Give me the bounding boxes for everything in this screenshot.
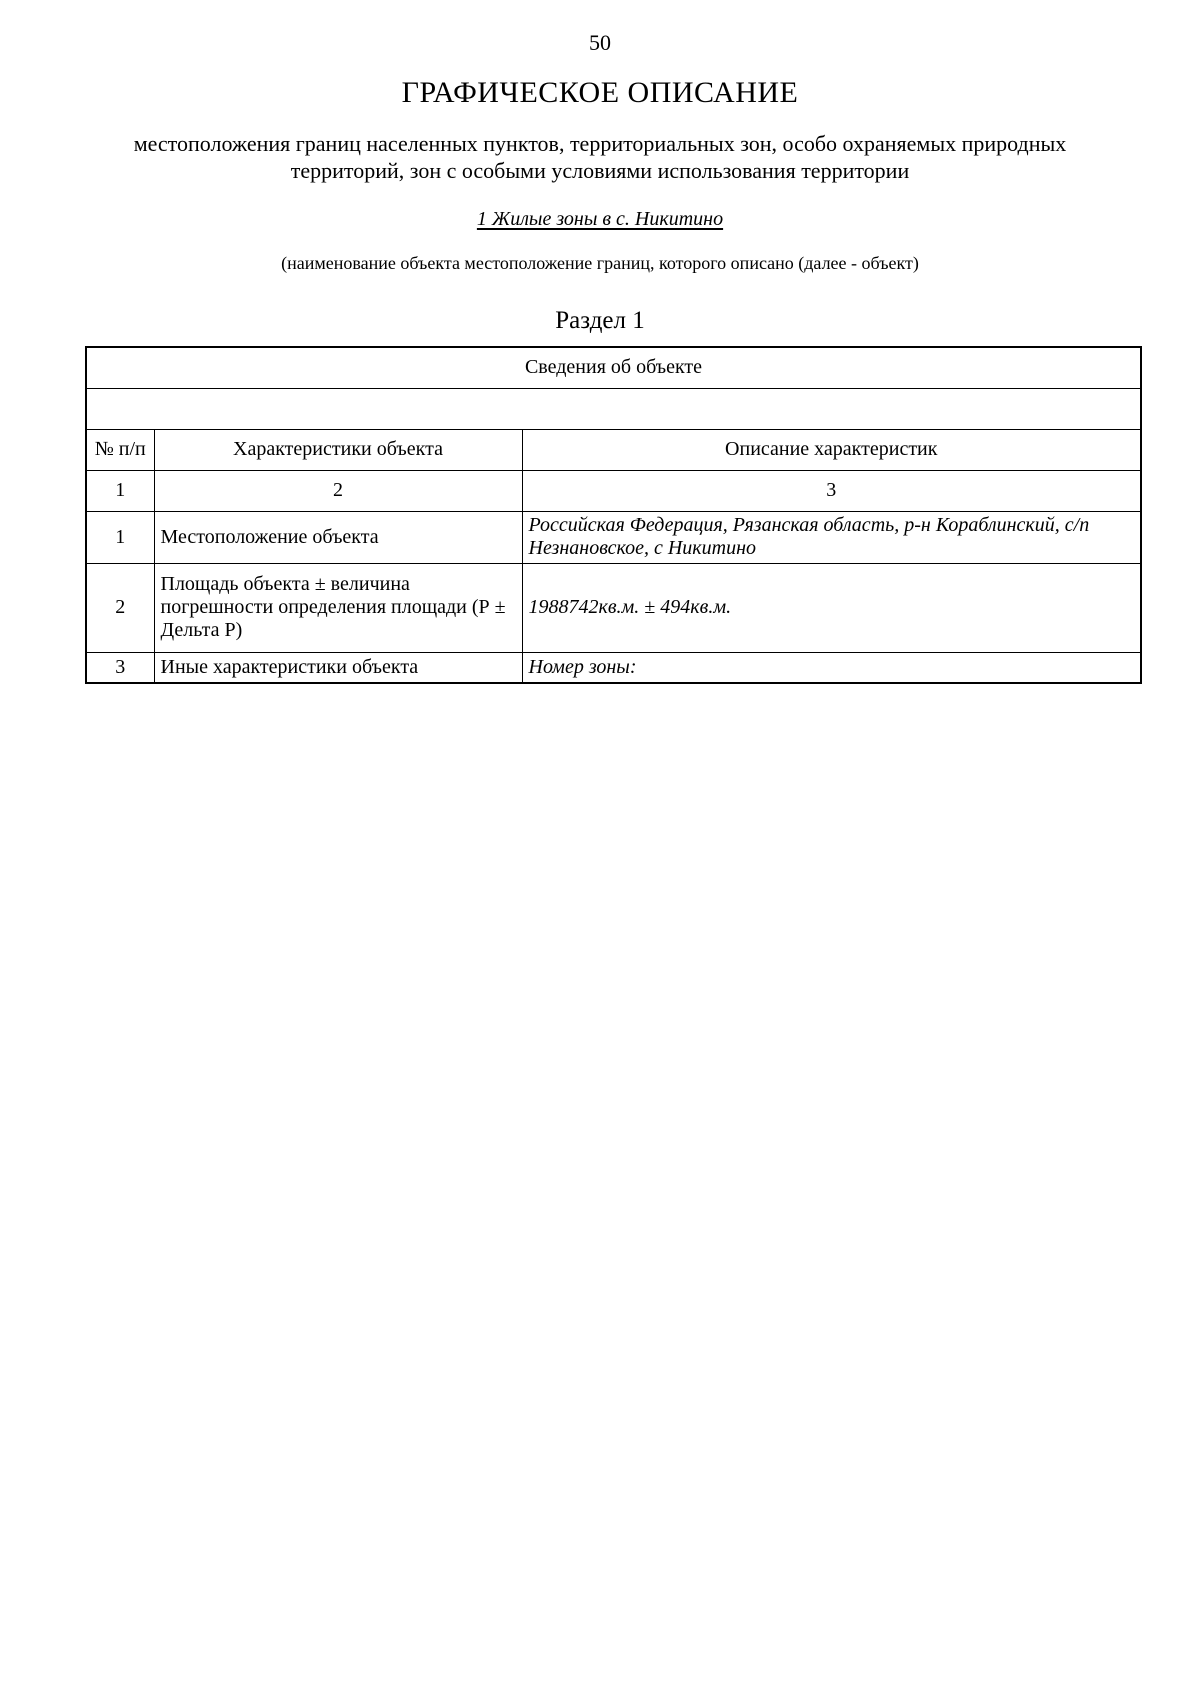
column-number-1: 1 [86, 470, 154, 511]
row-characteristic: Иные характеристики объекта [154, 652, 522, 683]
document-title: ГРАФИЧЕСКОЕ ОПИСАНИЕ [401, 76, 799, 109]
table-column-number-row [86, 470, 1141, 511]
table-row [86, 652, 1141, 683]
table-empty-cell [86, 388, 1141, 429]
column-number-3: 3 [522, 470, 1141, 511]
row-description: Российская Федерация, Рязанская область, р-н Кораблинский, с/п Незнановское, с Никитино [522, 511, 1141, 563]
row-characteristic: Площадь объекта ± величина погрешности определения площади (Р ± Дельта Р) [154, 563, 522, 652]
table-empty-row [86, 388, 1141, 429]
object-name [0, 208, 1200, 231]
table-header-row [86, 429, 1141, 470]
row-number: 2 [86, 563, 154, 652]
object-caption: (наименование объекта местоположение границ, которого описано (далее - объект) [281, 253, 919, 273]
header-number: № п/п [86, 429, 154, 470]
table-row [86, 563, 1141, 652]
row-number: 3 [86, 652, 154, 683]
section-title: Раздел 1 [555, 307, 645, 334]
header-characteristic: Характеристики объекта [154, 429, 522, 470]
object-name-text: 1 Жилые зоны в с. Никитино [476, 208, 724, 230]
document-subtitle: местоположения границ населенных пунктов, территориальных зон, особо охраняемых природных территорий, зон с особыми условиями использования территории [133, 131, 1067, 183]
row-number: 1 [86, 511, 154, 563]
object-info-table [85, 346, 1142, 684]
column-number-2: 2 [154, 470, 522, 511]
header-description: Описание характеристик [522, 429, 1141, 470]
table-caption: Сведения об объекте [86, 347, 1141, 388]
row-description: Номер зоны: [522, 652, 1141, 683]
table-row [86, 511, 1141, 563]
page-number: 50 [589, 30, 611, 55]
table-caption-row [86, 347, 1141, 388]
row-description: 1988742кв.м. ± 494кв.м. [522, 563, 1141, 652]
row-characteristic: Местоположение объекта [154, 511, 522, 563]
